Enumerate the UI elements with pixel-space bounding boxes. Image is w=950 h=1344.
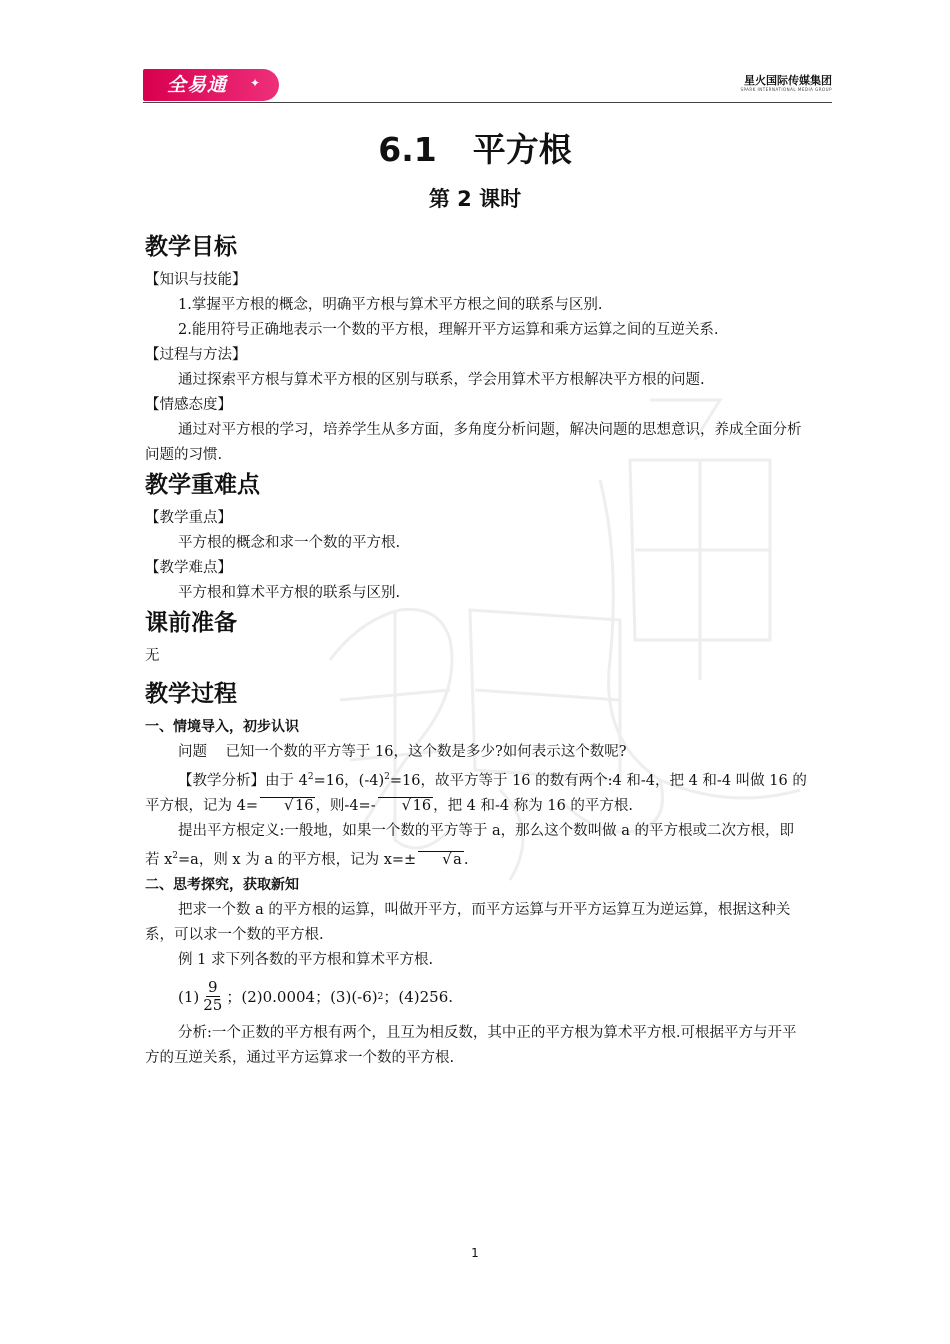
- definition-paragraph: [145, 819, 807, 873]
- question-text: 已知一个数的平方等于 16，这个数是多少?如何表示这个数呢?: [225, 744, 627, 760]
- analysis-text-d: ，则-4=-: [315, 797, 376, 814]
- difficult-item-1: 平方根和算术平方根的联系与区别.: [178, 585, 401, 601]
- final-analysis: 分析:一个正数的平方根有两个，且互为相反数，其中正的平方根为算术平方根.可根据平方与开平方的互逆关系，通过平方运算求一个数的平方根.: [145, 1024, 797, 1066]
- ex-2: ；(2)0.0004；(3)(-6): [226, 987, 378, 1006]
- section-number: 6.1: [378, 130, 437, 169]
- publisher-brand: [740, 74, 832, 93]
- part2-title: 二、思考探究，获取新知: [145, 876, 299, 893]
- heading-process: 教学过程: [145, 681, 237, 707]
- fraction-denominator: 25: [203, 996, 223, 1015]
- analysis-paragraph: [145, 765, 807, 819]
- header-divider: [143, 102, 832, 103]
- heading-goals: 教学目标: [145, 234, 237, 260]
- preparation-text: 无: [145, 648, 160, 664]
- superscript-2: 2: [172, 850, 179, 861]
- ex-superscript: 2: [377, 991, 384, 1002]
- sqrt-16: √ 16: [260, 797, 315, 814]
- label-emotion: 【情感态度】: [145, 397, 232, 413]
- explore-paragraph: 把求一个数 a 的平方根的运算，叫做开平方，而平方运算与开平方运算互为逆运算，根据这种关系，可以求一个数的平方根.: [145, 901, 791, 943]
- page-title: [0, 128, 950, 172]
- analysis-text-a: 【教学分析】由于 4: [178, 772, 308, 789]
- label-process-method: 【过程与方法】: [145, 347, 247, 363]
- page-header: [143, 66, 832, 104]
- sqrt-a: √ a: [418, 851, 464, 868]
- question-label: 问题: [178, 744, 207, 760]
- brand-logo: [143, 69, 279, 101]
- superscript-2: 2: [384, 772, 390, 782]
- process-item-1: 通过探索平方根与算术平方根的区别与联系，学会用算术平方根解决平方根的问题.: [178, 372, 705, 388]
- page-subtitle: 第 2 课时: [428, 187, 522, 211]
- fraction-numerator: 9: [208, 978, 218, 997]
- knowledge-item-2: 2.能用符号正确地表示一个数的平方根，理解开平方运算和乘方运算之间的互逆关系.: [178, 322, 719, 338]
- superscript-2: 2: [307, 772, 314, 782]
- emotion-item-1: 通过对平方根的学习，培养学生从多方面，多角度分析问题，解决问题的思想意识，养成全面分析问题的习惯.: [145, 422, 802, 463]
- sparkle-icon: ✦: [249, 76, 261, 90]
- fraction-9-25: [201, 979, 224, 1014]
- page-number: 1: [471, 1246, 479, 1260]
- logo-text: 全易通: [167, 74, 228, 96]
- publisher-name: 星火国际传媒集团: [744, 74, 832, 87]
- example-title: 例 1 求下列各数的平方根和算术平方根.: [178, 951, 434, 968]
- question-paragraph: [145, 740, 807, 765]
- definition-text-c: .: [463, 851, 469, 868]
- label-key: 【教学重点】: [145, 510, 232, 526]
- knowledge-item-1: 1.掌握平方根的概念，明确平方根与算术平方根之间的联系与区别.: [178, 297, 603, 313]
- ex-1-label: (1): [178, 987, 200, 1006]
- key-item-1: 平方根的概念和求一个数的平方根.: [178, 535, 401, 551]
- title-text: 平方根: [472, 130, 572, 169]
- ex-4: ；(4)256.: [383, 987, 454, 1006]
- label-difficult: 【教学难点】: [145, 560, 232, 576]
- example-expressions: [145, 973, 807, 1021]
- label-knowledge: 【知识与技能】: [145, 272, 247, 288]
- definition-text-b: =a，则 x 为 a 的平方根，记为 x=±: [178, 851, 417, 868]
- heading-key-points: 教学重难点: [145, 472, 260, 498]
- analysis-text-b: =16，(-4): [313, 772, 385, 789]
- analysis-text-c: =16，故平方等于 16 的数有两个:4 和-4，把 4 和-4 叫做 16 的平方根，记为 4=: [145, 772, 807, 814]
- analysis-text-e: ，把 4 和-4 称为 16 的平方根.: [433, 797, 634, 814]
- sqrt-16: √ 16: [378, 797, 433, 814]
- publisher-name-en: SPARK INTERNATIONAL MEDIA GROUP: [740, 87, 832, 92]
- document-body: [145, 230, 807, 1071]
- heading-preparation: 课前准备: [145, 610, 237, 636]
- definition-text-a: 提出平方根定义:一般地，如果一个数的平方等于 a，那么这个数叫做 a 的平方根或二次方根，即若 x: [145, 822, 794, 868]
- part1-title: 一、情境导入，初步认识: [145, 719, 299, 735]
